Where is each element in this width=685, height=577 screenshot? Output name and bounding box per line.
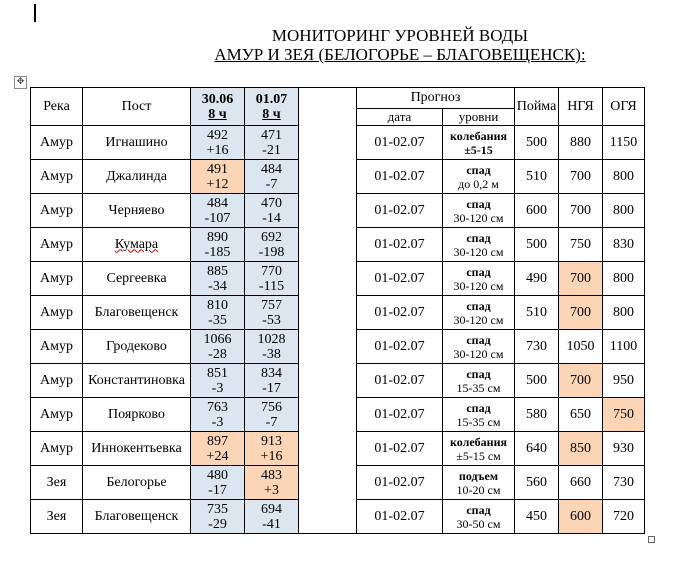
header-date2: 01.07 8 ч	[245, 88, 299, 126]
text-cursor	[34, 4, 36, 22]
table-row	[31, 194, 645, 228]
forecast-levels-cell: спад 30-120 см	[443, 228, 515, 262]
water-level-table	[30, 87, 645, 534]
post-cell: Гродеково	[83, 330, 191, 364]
ngya-cell: 880	[559, 126, 603, 160]
ogya-cell: 930	[603, 432, 645, 466]
ogya-cell: 1150	[603, 126, 645, 160]
forecast-levels-cell: спад 15-35 см	[443, 364, 515, 398]
floodplain-cell: 580	[515, 398, 559, 432]
ogya-cell: 750	[603, 398, 645, 432]
ngya-cell: 660	[559, 466, 603, 500]
river-cell: Амур	[31, 262, 83, 296]
forecast-levels-cell: спад 30-120 см	[443, 296, 515, 330]
level-01-07-cell: 483 +3	[245, 466, 299, 500]
post-cell: Константиновка	[83, 364, 191, 398]
table-row	[31, 228, 645, 262]
level-30-06-cell: 890 -185	[191, 228, 245, 262]
spacer-cell	[299, 194, 357, 228]
level-30-06-cell: 491 +12	[191, 160, 245, 194]
post-cell: Белогорье	[83, 466, 191, 500]
floodplain-cell: 500	[515, 228, 559, 262]
level-30-06-cell: 763 -3	[191, 398, 245, 432]
forecast-date-cell: 01-02.07	[357, 228, 443, 262]
river-cell: Амур	[31, 398, 83, 432]
table-row	[31, 126, 645, 160]
floodplain-cell: 500	[515, 126, 559, 160]
table-move-handle-icon[interactable]: ✥	[14, 76, 27, 89]
page-subtitle: АМУР И ЗЕЯ (БЕЛОГОРЬЕ – БЛАГОВЕЩЕНСК):	[214, 45, 586, 64]
level-01-07-cell: 692 -198	[245, 228, 299, 262]
ogya-cell: 800	[603, 194, 645, 228]
level-01-07-cell: 694 -41	[245, 500, 299, 534]
level-01-07-cell: 834 -17	[245, 364, 299, 398]
ngya-cell: 850	[559, 432, 603, 466]
forecast-levels-cell: колебания ±5-15 см	[443, 432, 515, 466]
header-forecast: Прогноз	[357, 88, 515, 109]
level-01-07-cell: 756 -7	[245, 398, 299, 432]
header-date1: 30.06 8 ч	[191, 88, 245, 126]
forecast-levels-cell: спад 30-120 см	[443, 194, 515, 228]
table-row	[31, 432, 645, 466]
table-row	[31, 160, 645, 194]
ogya-cell: 800	[603, 262, 645, 296]
forecast-date-cell: 01-02.07	[357, 194, 443, 228]
table-resize-handle[interactable]	[648, 536, 655, 543]
header-ogya: ОГЯ	[603, 88, 645, 126]
ogya-cell: 800	[603, 296, 645, 330]
post-cell: Джалинда	[83, 160, 191, 194]
level-01-07-cell: 770 -115	[245, 262, 299, 296]
spacer-cell	[299, 228, 357, 262]
level-30-06-cell: 885 -34	[191, 262, 245, 296]
header-river: Река	[31, 88, 83, 126]
post-cell: Благовещенск	[83, 500, 191, 534]
ngya-cell: 700	[559, 296, 603, 330]
river-cell: Зея	[31, 466, 83, 500]
ogya-cell: 830	[603, 228, 645, 262]
spacer-cell	[299, 330, 357, 364]
forecast-date-cell: 01-02.07	[357, 364, 443, 398]
ogya-cell: 800	[603, 160, 645, 194]
ogya-cell: 730	[603, 466, 645, 500]
forecast-date-cell: 01-02.07	[357, 262, 443, 296]
forecast-levels-cell: спад до 0,2 м	[443, 160, 515, 194]
table-row	[31, 262, 645, 296]
floodplain-cell: 560	[515, 466, 559, 500]
floodplain-cell: 490	[515, 262, 559, 296]
level-30-06-cell: 492 +16	[191, 126, 245, 160]
forecast-date-cell: 01-02.07	[357, 432, 443, 466]
spacer-cell	[299, 126, 357, 160]
header-post: Пост	[83, 88, 191, 126]
ngya-cell: 750	[559, 228, 603, 262]
level-30-06-cell: 851 -3	[191, 364, 245, 398]
ngya-cell: 700	[559, 364, 603, 398]
floodplain-cell: 640	[515, 432, 559, 466]
forecast-levels-cell: подъем 10-20 см	[443, 466, 515, 500]
level-01-07-cell: 470 -14	[245, 194, 299, 228]
post-cell: Черняево	[83, 194, 191, 228]
level-01-07-cell: 471 -21	[245, 126, 299, 160]
table-row	[31, 500, 645, 534]
table-row	[31, 330, 645, 364]
forecast-date-cell: 01-02.07	[357, 330, 443, 364]
spacer-cell	[299, 432, 357, 466]
table-row	[31, 466, 645, 500]
post-cell: Иннокентьевка	[83, 432, 191, 466]
level-01-07-cell: 1028 -38	[245, 330, 299, 364]
forecast-date-cell: 01-02.07	[357, 500, 443, 534]
ngya-cell: 700	[559, 262, 603, 296]
level-30-06-cell: 810 -35	[191, 296, 245, 330]
forecast-levels-cell: спад 30-120 см	[443, 262, 515, 296]
ngya-cell: 600	[559, 500, 603, 534]
header-forecast-date: дата	[357, 109, 443, 126]
forecast-date-cell: 01-02.07	[357, 466, 443, 500]
spacer-cell	[299, 296, 357, 330]
ogya-cell: 1100	[603, 330, 645, 364]
post-cell: Кумара	[83, 228, 191, 262]
floodplain-cell: 500	[515, 364, 559, 398]
page-title: МОНИТОРИНГ УРОВНЕЙ ВОДЫ	[271, 26, 529, 45]
ogya-cell: 950	[603, 364, 645, 398]
forecast-date-cell: 01-02.07	[357, 126, 443, 160]
river-cell: Амур	[31, 296, 83, 330]
forecast-levels-cell: колебания ±5-15	[443, 126, 515, 160]
ngya-cell: 650	[559, 398, 603, 432]
header-ngya: НГЯ	[559, 88, 603, 126]
river-cell: Амур	[31, 330, 83, 364]
ngya-cell: 700	[559, 194, 603, 228]
header-spacer	[299, 88, 357, 126]
post-cell: Сергеевка	[83, 262, 191, 296]
river-cell: Амур	[31, 432, 83, 466]
table-row	[31, 398, 645, 432]
forecast-levels-cell: спад 30-50 см	[443, 500, 515, 534]
header-floodplain: Пойма	[515, 88, 559, 126]
floodplain-cell: 510	[515, 160, 559, 194]
level-30-06-cell: 897 +24	[191, 432, 245, 466]
forecast-levels-cell: спад 30-120 см	[443, 330, 515, 364]
table-row	[31, 364, 645, 398]
level-01-07-cell: 913 +16	[245, 432, 299, 466]
river-cell: Зея	[31, 500, 83, 534]
spacer-cell	[299, 466, 357, 500]
forecast-date-cell: 01-02.07	[357, 296, 443, 330]
spacer-cell	[299, 398, 357, 432]
ngya-cell: 700	[559, 160, 603, 194]
level-30-06-cell: 484 -107	[191, 194, 245, 228]
level-30-06-cell: 480 -17	[191, 466, 245, 500]
spacer-cell	[299, 160, 357, 194]
river-cell: Амур	[31, 228, 83, 262]
spacer-cell	[299, 364, 357, 398]
level-30-06-cell: 735 -29	[191, 500, 245, 534]
floodplain-cell: 450	[515, 500, 559, 534]
level-01-07-cell: 484 -7	[245, 160, 299, 194]
ngya-cell: 1050	[559, 330, 603, 364]
post-cell: Благовещенск	[83, 296, 191, 330]
level-01-07-cell: 757 -53	[245, 296, 299, 330]
river-cell: Амур	[31, 126, 83, 160]
river-cell: Амур	[31, 160, 83, 194]
spacer-cell	[299, 262, 357, 296]
post-cell: Поярково	[83, 398, 191, 432]
table-row	[31, 296, 645, 330]
forecast-date-cell: 01-02.07	[357, 398, 443, 432]
floodplain-cell: 600	[515, 194, 559, 228]
forecast-levels-cell: спад 15-35 см	[443, 398, 515, 432]
forecast-date-cell: 01-02.07	[357, 160, 443, 194]
floodplain-cell: 510	[515, 296, 559, 330]
spacer-cell	[299, 500, 357, 534]
header-forecast-levels: уровни	[443, 109, 515, 126]
level-30-06-cell: 1066 -28	[191, 330, 245, 364]
post-cell: Игнашино	[83, 126, 191, 160]
river-cell: Амур	[31, 194, 83, 228]
ogya-cell: 720	[603, 500, 645, 534]
river-cell: Амур	[31, 364, 83, 398]
floodplain-cell: 730	[515, 330, 559, 364]
